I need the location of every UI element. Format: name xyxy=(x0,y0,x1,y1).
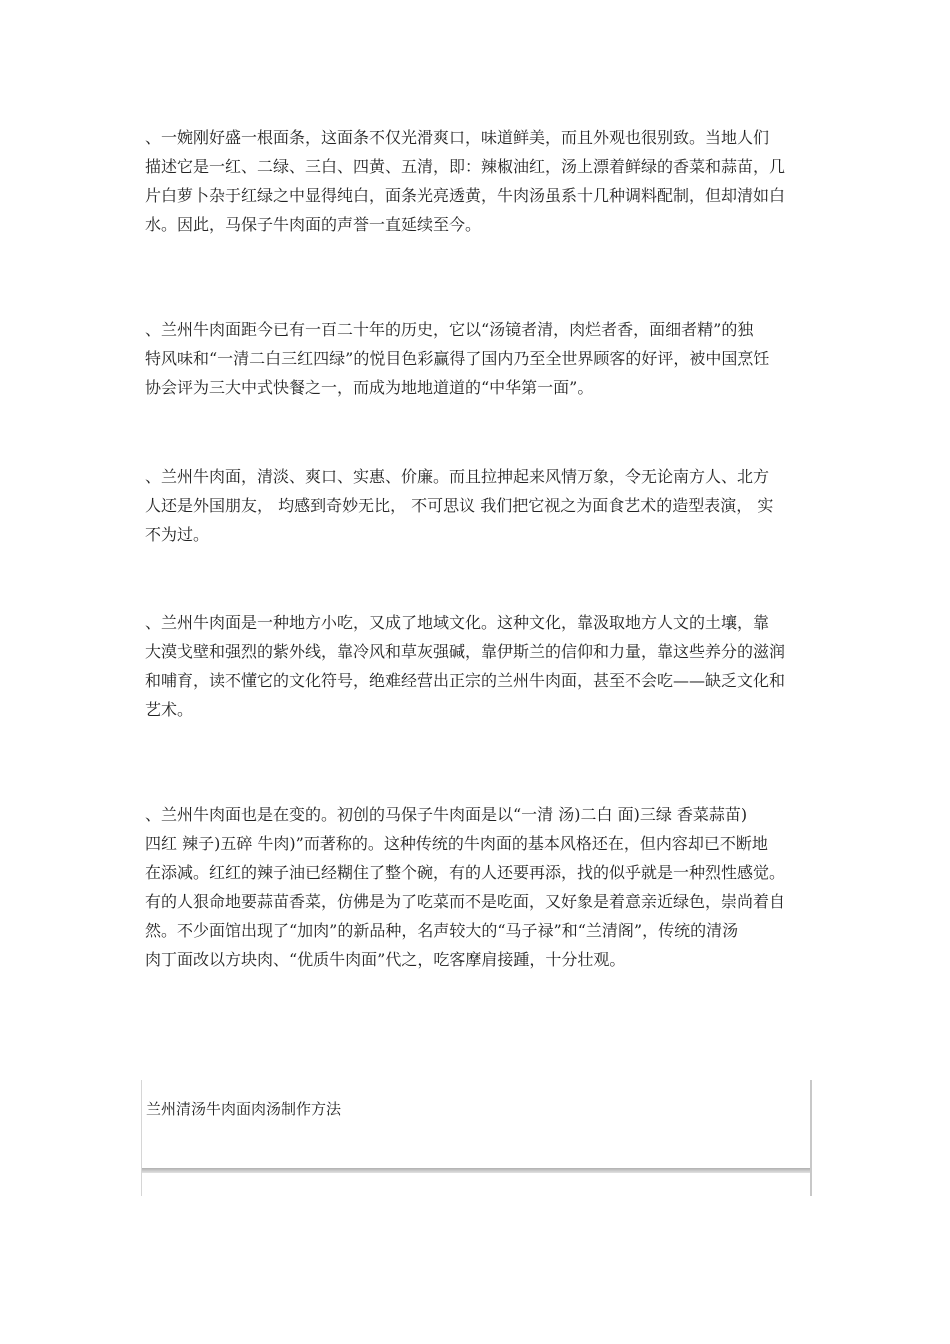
paragraph-1 xyxy=(145,123,815,239)
text-line: 、兰州牛肉面，清淡、爽口、实惠、价廉。而且拉抻起来风情万象，令无论南方人、北方 xyxy=(145,467,770,486)
paragraph-2 xyxy=(145,315,815,402)
paragraph-4 xyxy=(145,608,815,724)
text-line: 水。因此，马保子牛肉面的声誉一直延续至今。 xyxy=(145,215,482,234)
text-line: 、兰州牛肉面也是在变的。初创的马保子牛肉面是以“一清 汤)二白 面)三绿 香菜蒜苗) xyxy=(145,805,748,824)
text-line: 、兰州牛肉面是一种地方小吃，又成了地域文化。这种文化，靠汲取地方人文的土壤，靠 xyxy=(145,613,770,632)
text-line: 大漠戈壁和强烈的紫外线，靠冷风和草灰强碱，靠伊斯兰的信仰和力量，靠这些养分的滋润 xyxy=(145,642,786,661)
text-line: 特风味和“一清二白三红四绿”的悦目色彩赢得了国内乃至全世界顾客的好评，被中国烹饪 xyxy=(145,349,770,368)
text-line: 然。不少面馆出现了“加肉”的新品种，名声较大的“马子禄”和“兰清阁”，传统的清汤 xyxy=(145,921,739,940)
text-line: 艺术。 xyxy=(145,700,194,719)
text-line: 片白萝卜杂于红绿之中显得纯白，面条光亮透黄，牛肉汤虽系十几种调料配制，但却清如白 xyxy=(145,186,786,205)
text-line: 协会评为三大中式快餐之一，而成为地地道道的“中华第一面”。 xyxy=(145,378,594,397)
paragraph-3 xyxy=(145,462,815,549)
text-line: 在添减。红红的辣子油已经糊住了整个碗，有的人还要再添，找的似乎就是一种烈性感觉。 xyxy=(145,863,786,882)
divider xyxy=(142,1168,810,1173)
text-line: 描述它是一红、二绿、三白、四黄、五清，即：辣椒油红，汤上漂着鲜绿的香菜和蒜苗，几 xyxy=(145,157,786,176)
text-line: 人还是外国朋友， 均感到奇妙无比， 不可思议 我们把它视之为面食艺术的造型表演， 实 xyxy=(145,496,774,515)
text-line: 四红 辣子)五碎 牛肉)”而著称的。这种传统的牛肉面的基本风格还在，但内容却已不断地 xyxy=(145,834,768,853)
paragraph-5 xyxy=(145,800,815,974)
text-line: 、一婉刚好盛一根面条，这面条不仅光滑爽口，味道鲜美，而且外观也很别致。当地人们 xyxy=(145,128,770,147)
text-line: 和哺育，读不懂它的文化符号，绝难经营出正宗的兰州牛肉面，甚至不会吃——缺乏文化和 xyxy=(145,671,786,690)
text-line: 有的人狠命地要蒜苗香菜，仿佛是为了吃菜而不是吃面，又好象是着意亲近绿色，崇尚着自 xyxy=(145,892,786,911)
section-title: 兰州清汤牛肉面肉汤制作方法 xyxy=(146,1100,342,1118)
text-line: 肉丁面改以方块肉、“优质牛肉面”代之，吃客摩肩接踵，十分壮观。 xyxy=(145,950,626,969)
text-line: 不为过。 xyxy=(145,525,210,544)
section-box xyxy=(141,1080,812,1196)
text-line: 、兰州牛肉面距今已有一百二十年的历史，它以“汤镜者清，肉烂者香，面细者精”的独 xyxy=(145,320,754,339)
